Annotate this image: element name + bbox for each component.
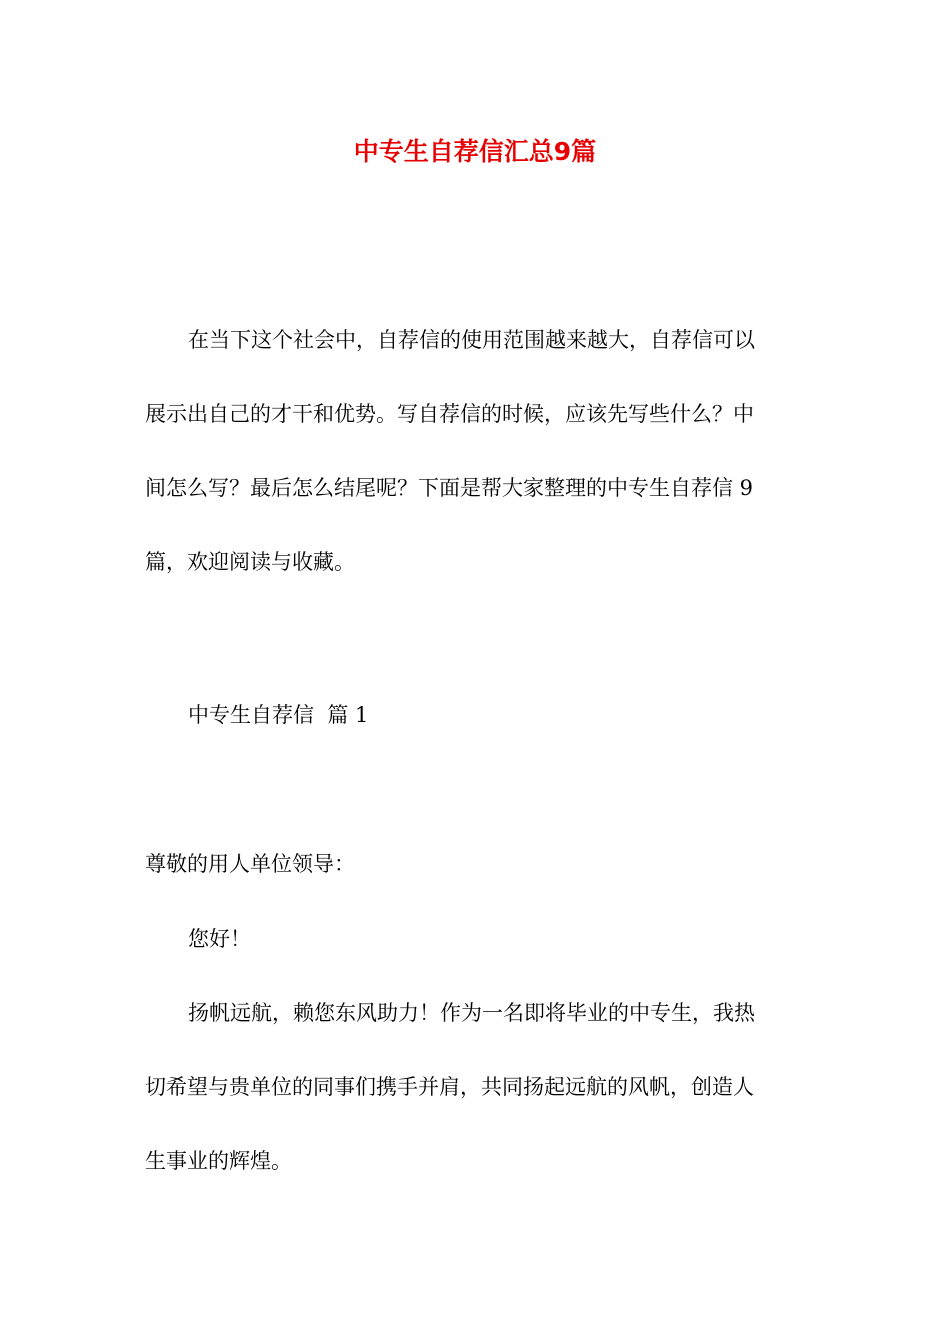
body-line: 切希望与贵单位的同事们携手并肩，共同扬起远航的风帆，创造人: [145, 1075, 754, 1099]
intro-line: 展示出自己的才干和优势。写自荐信的时候，应该先写些什么？中: [145, 402, 754, 426]
body-line: 扬帆远航，赖您东风助力！作为一名即将毕业的中专生，我热: [188, 1001, 755, 1025]
greeting-block: [145, 902, 810, 976]
section-heading-block: [145, 678, 810, 752]
intro-line: 在当下这个社会中，自荐信的使用范围越来越大，自荐信可以: [188, 328, 755, 352]
intro-line: 间怎么写？最后怎么结尾呢？下面是帮大家整理的中专生自荐信 9: [145, 476, 754, 500]
document-title: 中专生自荐信汇总9篇: [353, 137, 597, 166]
salutation: 尊敬的用人单位领导：: [145, 852, 355, 876]
body-paragraph: [145, 976, 810, 1198]
section-heading: 中专生自荐信 篇 1: [188, 703, 369, 727]
salutation-block: [145, 827, 810, 901]
body-line: 生事业的辉煌。: [145, 1149, 292, 1173]
intro-line: 篇，欢迎阅读与收藏。: [145, 550, 355, 574]
greeting: 您好！: [188, 927, 251, 951]
intro-paragraph: [145, 303, 810, 599]
